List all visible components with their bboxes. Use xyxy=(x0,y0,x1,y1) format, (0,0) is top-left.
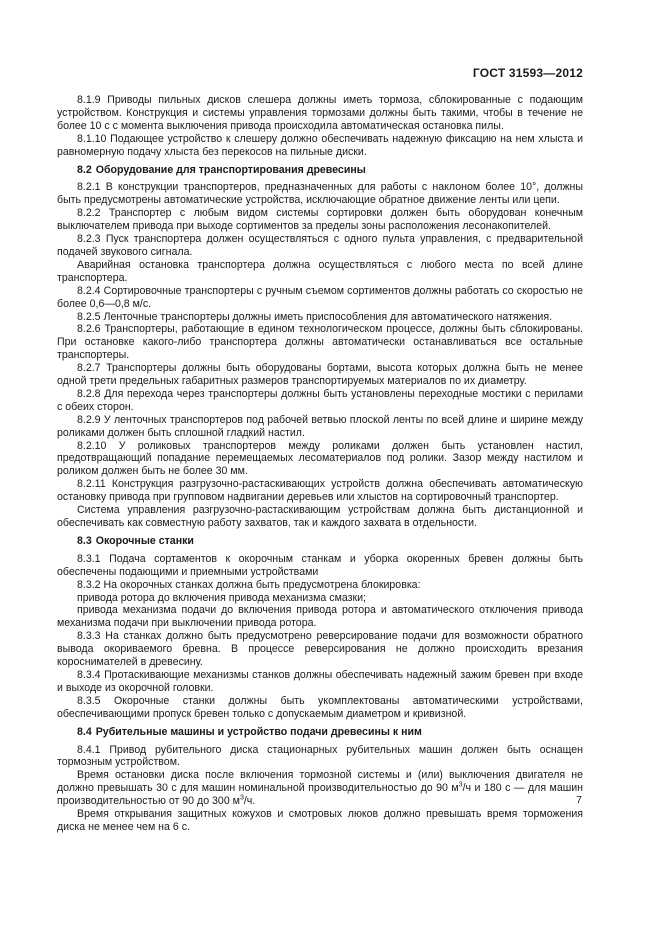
paragraph: 8.2.4 Сортировочные транспортеры с ручным съемом сортиментов должны работать со скоростью не более 0,6—0,8 м/с. xyxy=(57,284,583,310)
paragraph: 8.3.5 Окорочные станки должны быть укомплектованы автоматическими устройствами, обеспечивающими пропуск бревен только с допускаемым диаметром и кривизной. xyxy=(57,694,583,720)
paragraph: 8.2.6 Транспортеры, работающие в едином технологическом процессе, должны быть сблокированы. При остановке какого-либо транспортера должны автоматически останавливаться все остальные транспортеры. xyxy=(57,323,583,362)
paragraph: 8.2.5 Ленточные транспортеры должны иметь приспособления для автоматического натяжения. xyxy=(77,310,553,323)
paragraph: 8.1.9 Приводы пильных дисков слешера должны иметь тормоза, сблокированные с подающим устройством. Конструкция и системы управления тормозами должны быть такими, чтобы в течение не более 10 с с момента выключения привода происходила автоматическая остановка пилы. xyxy=(57,94,583,132)
paragraph: 8.2.3 Пуск транспортера должен осуществляться с одного пульта управления, с предварительной подачей звукового сигнала. xyxy=(57,233,583,258)
paragraph: 8.2.9 У ленточных транспортеров под рабочей ветвью плоской ленты по всей длине и ширине между роликами должен быть сплошной гладкий настил. xyxy=(57,413,583,439)
paragraph: 8.2.11 Конструкция разгрузочно-растаскивающих устройств должна обеспечивать автоматическую остановку привода при групповом надвигании деревьев или хлыстов на сортировочный транспортер. xyxy=(57,478,583,504)
paragraph: 8.2.8 Для перехода через транспортеры должны быть установлены переходные мостики с перилами с обеих сторон. xyxy=(57,387,583,413)
document-header: ГОСТ 31593—2012 xyxy=(472,66,583,80)
paragraph: Время открывания защитных кожухов и смотровых люков должно превышать время торможения диска не менее чем на 6 с. xyxy=(57,808,583,833)
paragraph: 8.2.7 Транспортеры должны быть оборудованы бортами, высота которых должна быть не менее одной трети предельных габаритных размеров транспортируемых материалов по их диаметру. xyxy=(57,362,583,388)
section-title: Рубительные машины и устройство подачи древесины к ним xyxy=(95,725,422,738)
paragraph-text: /ч и 180 с — для машин производительностью от 90 до 300 м xyxy=(57,782,583,808)
paragraph: 8.3.4 Протаскивающие механизмы станков должны обеспечивать надежный зажим бревен при входе и выходе из окорочной головки. xyxy=(57,668,583,694)
paragraph: Аварийная остановка транспортера должна осуществляться с любого места по всей длине транспортера. xyxy=(57,258,583,284)
superscript: 3 xyxy=(239,794,244,802)
paragraph: 8.2.2 Транспортер с любым видом системы сортировки должен быть оборудован конечным выключателем привода при выходе сортиментов за пределы зоны расположения лесонакопителей. xyxy=(57,207,583,233)
paragraph: 8.3.3 На станках должно быть предусмотрено реверсирование подачи для возможности обратного вывода окориваемого бревна. В процессе реверсирования не должно происходить врезания короснимателей в древесину. xyxy=(57,630,583,669)
paragraph: привода ротора до включения привода механизма смазки; xyxy=(77,591,366,604)
section-heading xyxy=(57,535,583,548)
section-heading xyxy=(57,164,583,177)
section-title: Окорочные станки xyxy=(95,534,194,547)
page-number: 7 xyxy=(576,794,582,806)
paragraph: Система управления разгрузочно-растаскивающим устройствам должна быть дистанционной и обеспечивать как совместную работу захватов, так и каждого захвата в отдельности. xyxy=(57,504,583,529)
paragraph-text: /ч. xyxy=(243,795,256,808)
paragraph: 8.3.1 Подача сортаментов к окорочным станкам и уборка окоренных бревен должны быть обеспечены подающими и приемными устройствами xyxy=(57,552,583,578)
section-title: Оборудование для транспортирования древесины xyxy=(95,163,366,176)
superscript: 3 xyxy=(458,781,463,789)
paragraph: 8.1.10 Подающее устройство к слешеру должно обеспечивать надежную фиксацию на нем хлыста и равномерную подачу хлыста без перекосов на пильные диски. xyxy=(57,132,583,158)
paragraph: 8.4.1 Привод рубительного диска стационарных рубительных машин должен быть оснащен тормозным устройством. xyxy=(57,743,583,769)
page-body xyxy=(57,94,583,834)
paragraph xyxy=(57,769,583,808)
paragraph: 8.2.10 У роликовых транспортеров между роликами должен быть установлен настил, предотвращающий попадание перемещаемых лесоматериалов под ролики. Зазор между настилом и роликом должен быть не более 30 мм. xyxy=(57,439,583,478)
section-heading xyxy=(57,726,583,739)
section-number: 8.3 xyxy=(77,534,92,547)
section-number: 8.4 xyxy=(77,725,92,738)
section-number: 8.2 xyxy=(77,163,92,176)
paragraph: 8.3.2 На окорочных станках должна быть предусмотрена блокировка: xyxy=(77,578,421,591)
paragraph: привода механизма подачи до включения привода ротора и автоматического отключения привода механизма подачи при выключении привода ротора. xyxy=(57,604,583,630)
paragraph: 8.2.1 В конструкции транспортеров, предназначенных для работы с наклоном более 10°, должны быть предусмотрены автоматические устройства, исключающие обратное движение ленты или цепи. xyxy=(57,181,583,207)
paragraph-text: Время остановки диска после включения тормозной системы и (или) выключения двигателя не должно превышать 30 с для машин номинальной производительностью до 90 м xyxy=(57,769,583,795)
